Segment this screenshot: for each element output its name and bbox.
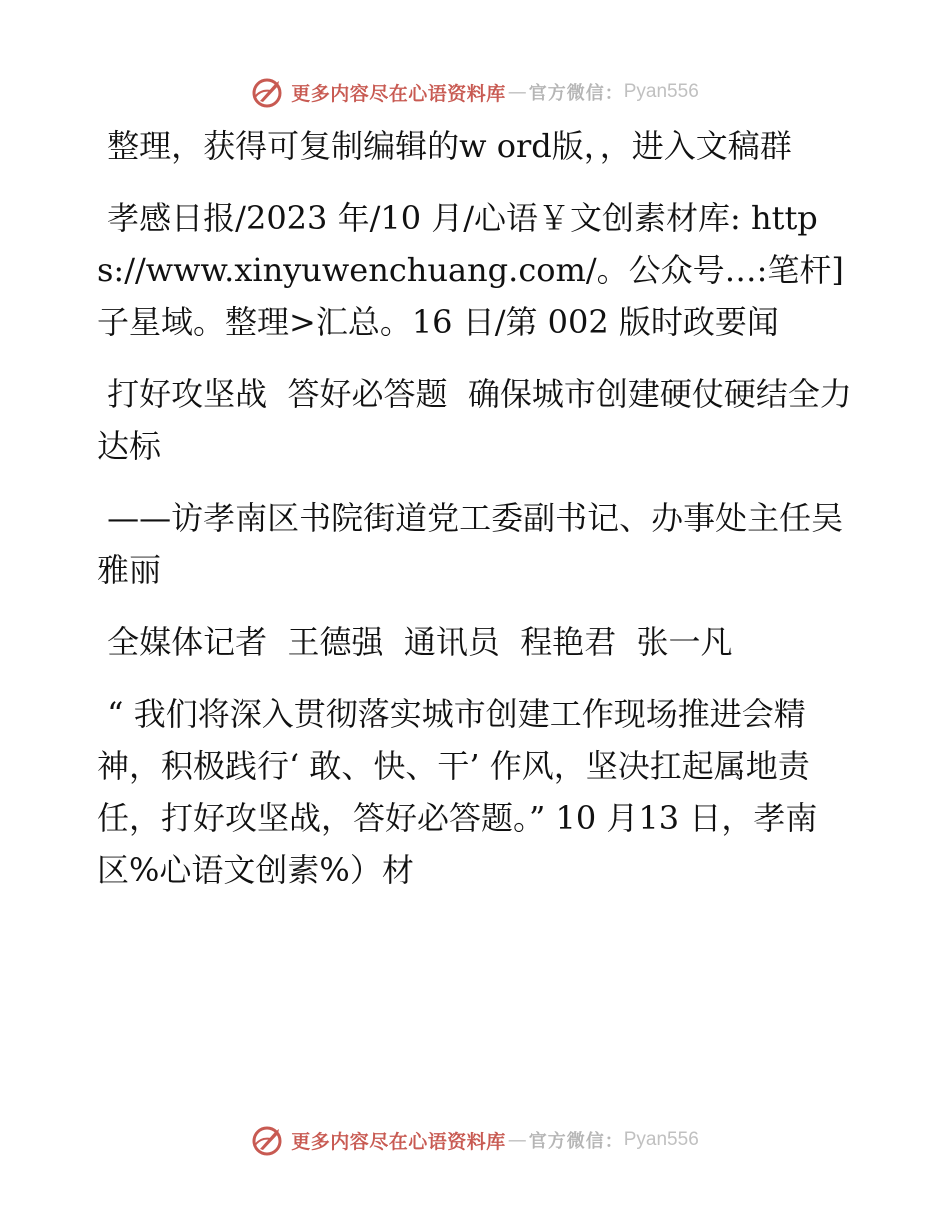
document-body xyxy=(97,120,857,1080)
footer-watermark xyxy=(0,1118,950,1162)
article-subheadline: ——访孝南区书院街道党工委副书记、办事处主任吴雅丽 xyxy=(97,499,844,589)
watermark-dash: — xyxy=(507,1129,527,1151)
watermark-title: 更多内容尽在心语资料库 xyxy=(291,1130,506,1153)
article-headline: 打好攻坚战 答好必答题 确保城市创建硬仗硬结全力达标 xyxy=(97,375,852,465)
watermark-wechat-id: Pyan556 xyxy=(623,1129,699,1150)
header-watermark xyxy=(0,70,950,114)
watermark-wechat-label: 官方微信： xyxy=(528,1131,624,1152)
paragraph-source: 孝感日报/2023 年/10 月/心语￥文创素材库: https://www.xinyuwenchuang.com/。公众号…:笔杆]子星域。整理>汇总。16 日/第 002 版时政要闻 xyxy=(97,199,844,341)
paragraph-intro: 整理，获得可复制编辑的w ord版，，进入文稿群 xyxy=(97,127,792,165)
pen-logo-icon xyxy=(251,75,285,109)
watermark-wechat-label: 官方微信： xyxy=(528,83,624,104)
article-body-paragraph: “ 我们将深入贯彻落实城市创建工作现场推进会精神，积极践行‘ 敢、快、干’ 作风，坚决扛起属地责任，打好攻坚战，答好必答题。” 10 月13 日，孝南区%心语文创素%）材 xyxy=(97,695,818,889)
article-byline: 全媒体记者 王德强 通讯员 程艳君 张一凡 xyxy=(97,623,733,661)
pen-logo-icon xyxy=(251,1123,285,1157)
watermark-title: 更多内容尽在心语资料库 xyxy=(291,82,506,105)
watermark-dash: — xyxy=(507,81,527,103)
watermark-wechat-id: Pyan556 xyxy=(623,81,699,102)
